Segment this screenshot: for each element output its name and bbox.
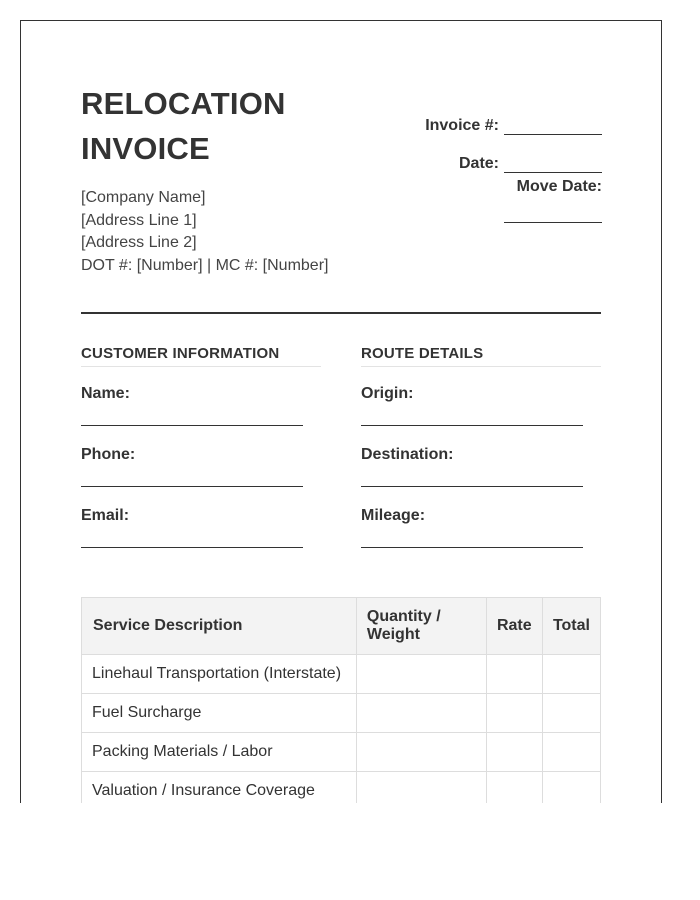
table-row [82,655,601,694]
header-divider [81,312,601,314]
column-header-service-description: Service Description [82,598,357,655]
company-name: [Company Name] [81,189,206,206]
customer-information-heading: CUSTOMER INFORMATION [81,345,321,367]
mileage-field [361,507,601,550]
company-dot-mc: DOT #: [Number] | MC #: [Number] [81,256,329,274]
total-cell[interactable] [542,694,600,733]
route-details-section [361,345,601,550]
company-address-line-2: [Address Line 2] [81,234,197,251]
quantity-weight-cell[interactable] [356,772,486,804]
table-row [82,772,601,804]
services-header-row [82,598,601,655]
invoice-number-label: Invoice #: [425,117,499,134]
table-row [82,694,601,733]
move-date-row [342,178,602,223]
total-cell[interactable] [542,772,600,804]
invoice-title [81,81,286,171]
column-header-total: Total [542,598,600,655]
route-details-heading: ROUTE DETAILS [361,345,601,367]
company-address-line-1: [Address Line 1] [81,211,197,229]
services-table [81,597,601,803]
table-row [82,733,601,772]
date-row [342,135,602,173]
destination-label: Destination: [361,446,454,463]
customer-information-section [81,345,321,550]
origin-label: Origin: [361,385,414,402]
customer-phone-label: Phone: [81,446,136,463]
mileage-line[interactable] [361,547,583,548]
invoice-number-field[interactable] [504,117,602,135]
total-cell[interactable] [542,733,600,772]
customer-email-label: Email: [81,507,130,524]
customer-name-line[interactable] [81,425,303,426]
customer-phone-line[interactable] [81,486,303,487]
company-info [81,187,328,277]
rate-cell[interactable] [486,772,542,804]
column-header-quantity-weight: Quantity / Weight [356,598,486,655]
service-description-cell: Packing Materials / Labor [82,733,357,772]
date-label: Date: [458,155,499,172]
column-header-rate: Rate [486,598,542,655]
rate-cell[interactable] [486,733,542,772]
quantity-weight-cell[interactable] [356,733,486,772]
invoice-number-row [342,97,602,135]
mileage-label: Mileage: [361,507,426,524]
customer-phone-field [81,446,321,489]
customer-email-line[interactable] [81,547,303,548]
date-field[interactable] [504,155,602,173]
service-description-cell: Linehaul Transportation (Interstate) [82,655,357,694]
rate-cell[interactable] [486,694,542,733]
quantity-weight-cell[interactable] [356,694,486,733]
destination-field [361,446,601,489]
title-line-1: RELOCATION [81,86,286,121]
invoice-page [20,20,662,803]
service-description-cell: Valuation / Insurance Coverage [82,772,357,804]
origin-line[interactable] [361,425,583,426]
customer-email-field [81,507,321,550]
customer-name-field [81,385,321,428]
move-date-field[interactable] [504,202,602,223]
customer-name-label: Name: [81,385,130,402]
move-date-label: Move Date: [516,178,602,195]
invoice-meta [342,97,602,223]
origin-field [361,385,601,428]
total-cell[interactable] [542,655,600,694]
quantity-weight-cell[interactable] [356,655,486,694]
service-description-cell: Fuel Surcharge [82,694,357,733]
title-line-2: INVOICE [81,131,210,166]
rate-cell[interactable] [486,655,542,694]
destination-line[interactable] [361,486,583,487]
